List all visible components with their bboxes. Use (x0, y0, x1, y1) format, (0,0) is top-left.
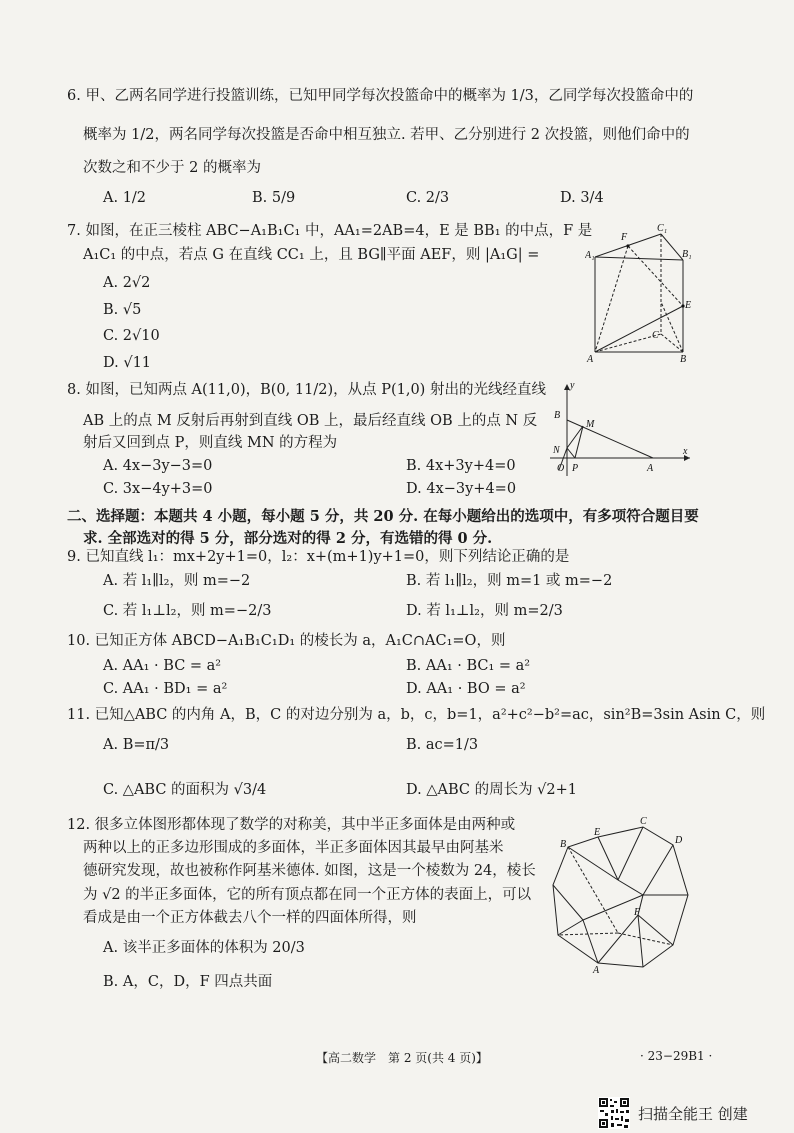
q12-line3: 德研究发现，故也被称作阿基米德体. 如图，这是一个棱数为 24，棱长 (83, 863, 536, 879)
label-y: y (570, 380, 575, 391)
section2-line1: 二、选择题：本题共 4 小题，每小题 5 分，共 20 分. 在每小题给出的选项中，有多项符合题目要 (67, 508, 699, 525)
q7-line1: 7. 如图，在正三棱柱 ABC−A₁B₁C₁ 中，AA₁=2AB=4，E 是 BB₁ 的中点，F 是 (67, 223, 593, 239)
q10-option-c: C. AA₁ · BD₁ = a² (103, 681, 228, 697)
label-a: A (587, 354, 594, 364)
reflection-figure (545, 378, 695, 478)
q11-option-c: C. △ABC 的面积为 √3/4 (103, 782, 267, 798)
q12-option-b: B. A，C，D，F 四点共面 (103, 974, 273, 990)
q8-option-a: A. 4x−3y−3=0 (103, 458, 213, 474)
prism-figure (585, 222, 695, 364)
label-f: F (634, 907, 641, 918)
label-b1: B₁ (682, 249, 692, 260)
qr-code-icon (598, 1097, 630, 1129)
q7-option-d: D. √11 (103, 355, 152, 371)
label-x: x (683, 446, 688, 457)
label-b: B (560, 839, 567, 850)
q10-option-d: D. AA₁ · BO = a² (406, 681, 526, 697)
q7-line2: A₁C₁ 的中点，若点 G 在直线 CC₁ 上，且 BG∥平面 AEF，则 |A₁G| = (83, 247, 540, 263)
label-o: O (557, 463, 565, 474)
label-b: B (554, 410, 561, 421)
q12-line5: 看成是由一个正方体截去八个一样的四面体所得，则 (83, 910, 417, 926)
q6-option-d: D. 3/4 (560, 190, 604, 206)
label-m: M (586, 419, 595, 430)
q6-option-a: A. 1/2 (103, 190, 147, 206)
label-e: E (594, 827, 601, 838)
q10-line1: 10. 已知正方体 ABCD−A₁B₁C₁D₁ 的棱长为 a，A₁C∩AC₁=O，则 (67, 633, 506, 649)
q11-line1: 11. 已知△ABC 的内角 A，B，C 的对边分别为 a，b，c，b=1，a²+c²−b²=ac，sin²B=3sin Asin C，则 (67, 707, 766, 723)
scanner-watermark: 扫描全能王 创建 (638, 1105, 748, 1123)
q11-option-d: D. △ABC 的周长为 √2+1 (406, 782, 578, 798)
exam-code: · 23−29B1 · (640, 1049, 713, 1063)
q6-line2: 概率为 1/2，两名同学每次投篮是否命中相互独立. 若甲、乙分别进行 2 次投篮，则他们命中的 (83, 127, 690, 143)
q8-option-d: D. 4x−3y+4=0 (406, 481, 517, 497)
label-a: A (647, 463, 654, 474)
q11-option-b: B. ac=1/3 (406, 737, 479, 753)
q6-line1: 6. 甲、乙两名同学进行投篮训练，已知甲同学每次投篮命中的概率为 1/3，乙同学每次投篮命中的 (67, 88, 694, 104)
q12-line1: 12. 很多立体图形都体现了数学的对称美，其中半正多面体是由两种或 (67, 817, 516, 833)
q7-option-b: B. √5 (103, 302, 142, 318)
q9-line1: 9. 已知直线 l₁：mx+2y+1=0，l₂：x+(m+1)y+1=0，则下列结论正确的是 (67, 549, 570, 565)
label-a1: A₁ (585, 250, 595, 261)
q8-option-c: C. 3x−4y+3=0 (103, 481, 213, 497)
label-b: B (680, 354, 687, 364)
label-d: D (675, 835, 683, 846)
q6-line3: 次数之和不少于 2 的概率为 (83, 160, 261, 176)
label-f: F (621, 232, 628, 243)
q11-option-a: A. B=π/3 (103, 737, 170, 753)
q8-line2: AB 上的点 M 反射后再射到直线 OB 上，最后经直线 OB 上的点 N 反 (83, 413, 538, 429)
q10-option-b: B. AA₁ · BC₁ = a² (406, 658, 531, 674)
label-c1: C₁ (657, 223, 668, 234)
q12-line4: 为 √2 的半正多面体，它的所有顶点都在同一个正方体的表面上，可以 (83, 887, 532, 903)
q12-line2: 两种以上的正多边形围成的多面体，半正多面体因其最早由阿基米 (83, 840, 504, 856)
q8-option-b: B. 4x+3y+4=0 (406, 458, 516, 474)
page-footer: 【高二数学 第 2 页(共 4 页)】 (316, 1051, 488, 1065)
q6-option-b: B. 5/9 (252, 190, 296, 206)
q8-line3: 射后又回到点 P，则直线 MN 的方程为 (83, 435, 338, 451)
section2-line2: 求. 全部选对的得 5 分，部分选对的得 2 分，有选错的得 0 分. (83, 530, 493, 547)
label-e: E (685, 300, 692, 311)
q10-option-a: A. AA₁ · BC = a² (103, 658, 222, 674)
q9-option-b: B. 若 l₁∥l₂，则 m=1 或 m=−2 (406, 573, 613, 589)
q12-option-a: A. 该半正多面体的体积为 20/3 (103, 940, 305, 956)
q7-option-c: C. 2√10 (103, 328, 160, 344)
q9-option-a: A. 若 l₁∥l₂，则 m=−2 (103, 573, 251, 589)
polyhedron-figure (548, 815, 698, 975)
label-p: P (572, 463, 579, 474)
label-n: N (553, 445, 560, 456)
q9-option-c: C. 若 l₁⊥l₂，则 m=−2/3 (103, 603, 272, 619)
prism-labels (585, 223, 692, 364)
q7-option-a: A. 2√2 (103, 275, 151, 291)
label-c: C (640, 816, 647, 827)
label-a: A (593, 965, 600, 975)
q8-line1: 8. 如图，已知两点 A(11,0)，B(0, 11/2)，从点 P(1,0) 射出的光线经直线 (67, 382, 546, 398)
q6-option-c: C. 2/3 (406, 190, 450, 206)
q9-option-d: D. 若 l₁⊥l₂，则 m=2/3 (406, 603, 563, 619)
label-c: C (652, 330, 659, 341)
